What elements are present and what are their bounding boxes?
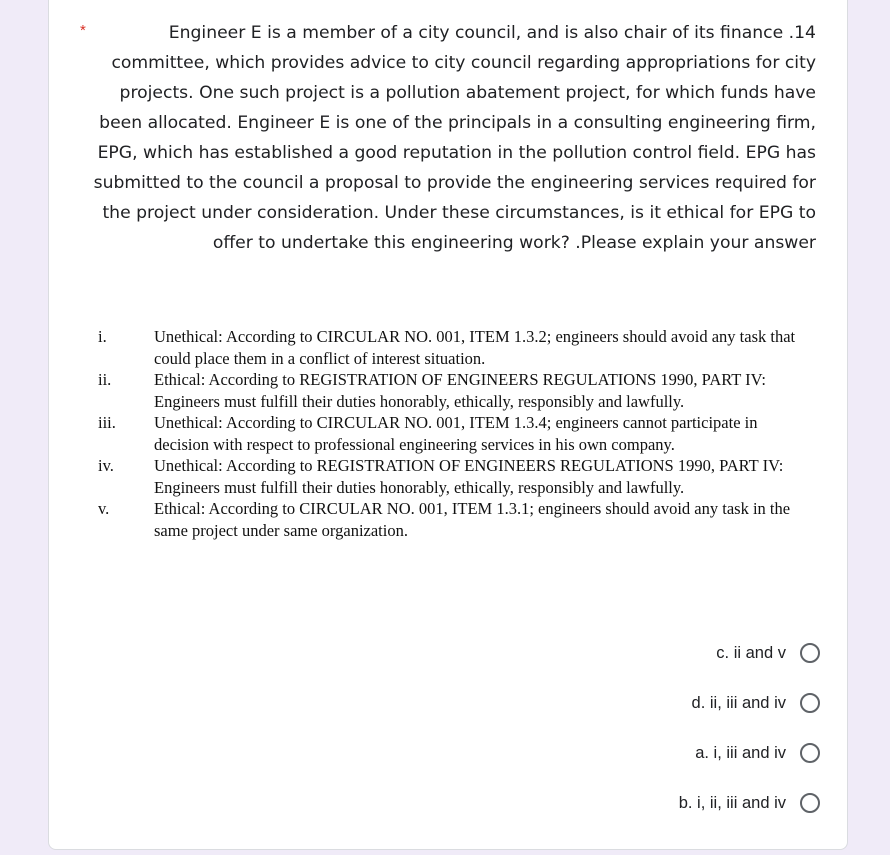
option-label: a. i, iii and iv: [695, 743, 786, 762]
radio-button[interactable]: [800, 643, 820, 663]
statement-item: [96, 498, 816, 541]
required-marker: *: [80, 22, 86, 39]
statement-number: iv.: [98, 456, 114, 475]
radio-button[interactable]: [800, 693, 820, 713]
option-c[interactable]: [679, 638, 820, 668]
question-text: Engineer E is a member of a city council, and is also chair of its finance .14 committee, which provides advice to city council regarding appropriations for city projects. One such project is a pollution abatement project, for which funds have been allocated. Engineer E is one of the principals in a consulting engineering firm, EPG, which has established a good reputation in the pollution control field. EPG has submitted to the council a proposal to provide the engineering services required for the project under consideration. Under these circumstances, is it ethical for EPG to offer to undertake this engineering work? .Please explain your answer: [93, 23, 816, 253]
statement-item: [96, 412, 816, 455]
radio-button[interactable]: [800, 793, 820, 813]
option-b[interactable]: [679, 788, 820, 818]
statement-list: [96, 326, 816, 541]
statement-text: Unethical: According to CIRCULAR NO. 001, ITEM 1.3.2; engineers should avoid any task that could place them in a conflict of interest situation.: [154, 327, 796, 368]
statement-text: Ethical: According to REGISTRATION OF ENGINEERS REGULATIONS 1990, PART IV: Engineers must fulfill their duties honorably, ethically, responsibly and lawfully.: [154, 370, 766, 411]
option-a[interactable]: [679, 738, 820, 768]
statement-text: Unethical: According to REGISTRATION OF ENGINEERS REGULATIONS 1990, PART IV: Engineers must fulfill their duties honorably, ethically, responsibly and lawfully.: [154, 456, 784, 497]
statement-number: ii.: [98, 370, 112, 389]
statement-number: i.: [98, 327, 107, 346]
statement-number: iii.: [98, 413, 116, 432]
statement-item: [96, 369, 816, 412]
option-label: d. ii, iii and iv: [691, 693, 786, 712]
answer-options: [679, 638, 820, 838]
statement-number: v.: [98, 499, 110, 518]
option-label: c. ii and v: [716, 643, 786, 662]
statement-text: Ethical: According to CIRCULAR NO. 001, ITEM 1.3.1; engineers should avoid any task in the same project under same organization.: [154, 499, 791, 540]
option-label: b. i, ii, iii and iv: [678, 793, 786, 812]
statement-item: [96, 455, 816, 498]
radio-button[interactable]: [800, 743, 820, 763]
option-d[interactable]: [679, 688, 820, 718]
statement-text: Unethical: According to CIRCULAR NO. 001, ITEM 1.3.4; engineers cannot participate in decision with respect to professional engineering services in his own company.: [154, 413, 758, 454]
statement-item: [96, 326, 816, 369]
